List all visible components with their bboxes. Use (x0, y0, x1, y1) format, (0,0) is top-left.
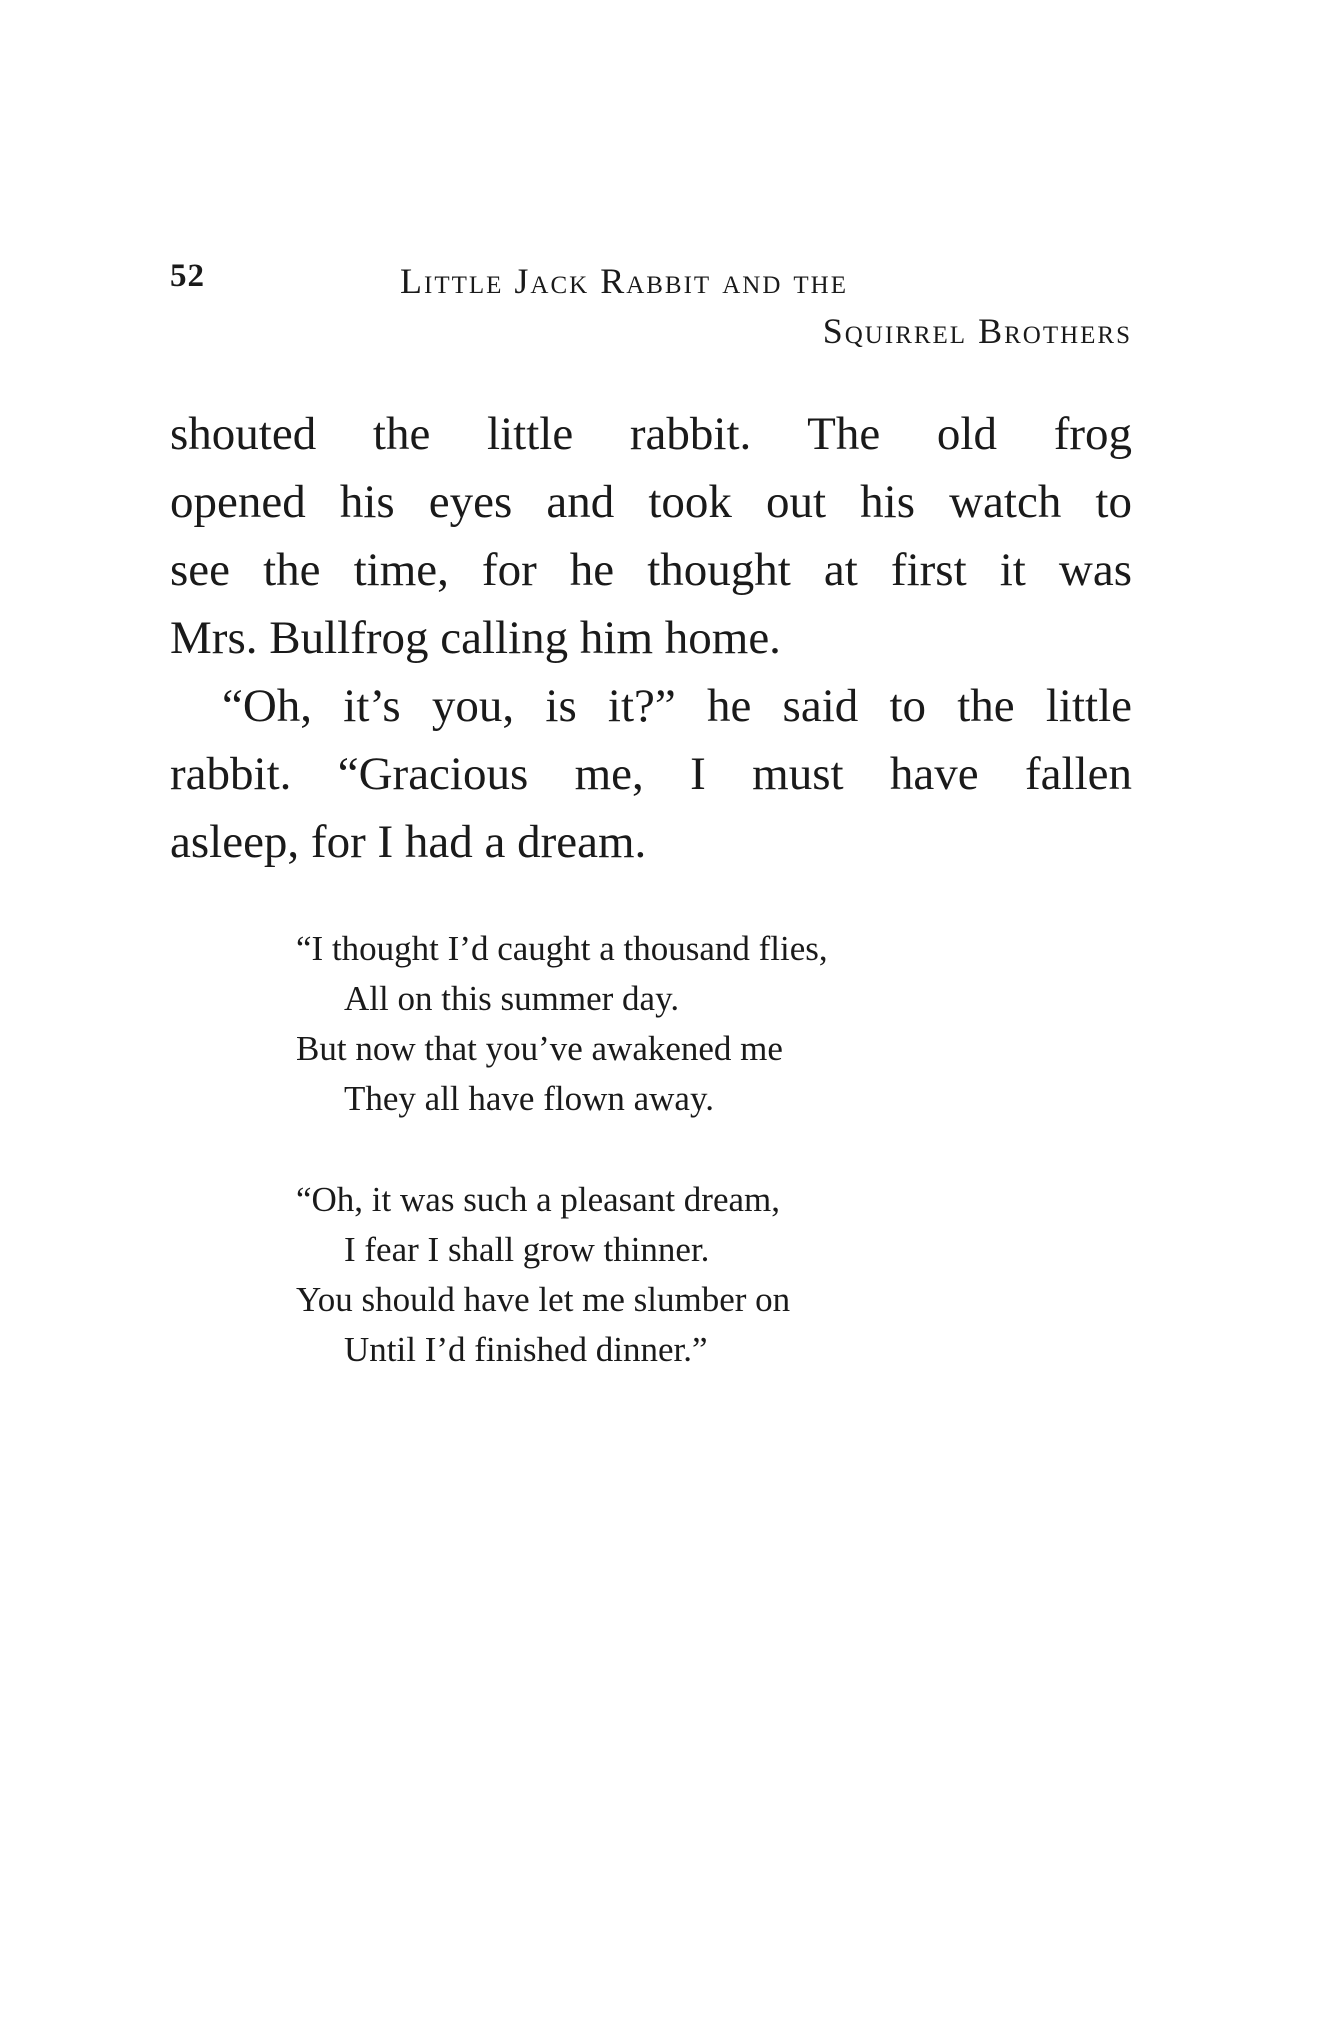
poem-line: But now that you’ve awakened me (296, 1029, 783, 1068)
text-line: “Oh, it’s you, is it?” he said to the little (222, 680, 1132, 732)
text-line: shouted the little rabbit. The old frog (170, 408, 1132, 460)
poem-line: Until I’d finished dinner.” (344, 1330, 708, 1369)
running-head (400, 256, 1132, 356)
poem-line: All on this summer day. (344, 979, 680, 1018)
poem-line: “Oh, it was such a pleasant dream, (296, 1180, 781, 1219)
page-number: 52 (170, 258, 205, 294)
paragraph-1 (170, 400, 1132, 672)
poem-line: They all have flown away. (344, 1079, 714, 1118)
paragraph-2 (170, 672, 1132, 876)
text-line: rabbit. “Gracious me, I must have fallen (170, 748, 1132, 800)
poem-line: I fear I shall grow thinner. (344, 1230, 710, 1269)
text-line: see the time, for he thought at first it was (170, 544, 1132, 596)
poem-line: “I thought I’d caught a thousand flies, (296, 929, 828, 968)
text-line: opened his eyes and took out his watch to (170, 476, 1132, 528)
running-head-line-1: Little Jack Rabbit and the (400, 261, 848, 301)
running-head-line-2: Squirrel Brothers (822, 311, 1132, 351)
text-line: asleep, for I had a dream. (170, 816, 647, 868)
poem-line: You should have let me slumber on (296, 1280, 791, 1319)
poem-stanza-2 (296, 1175, 790, 1375)
text-line: Mrs. Bullfrog calling him home. (170, 612, 781, 664)
body-text (170, 400, 1132, 876)
poem-stanza-1 (296, 924, 828, 1124)
